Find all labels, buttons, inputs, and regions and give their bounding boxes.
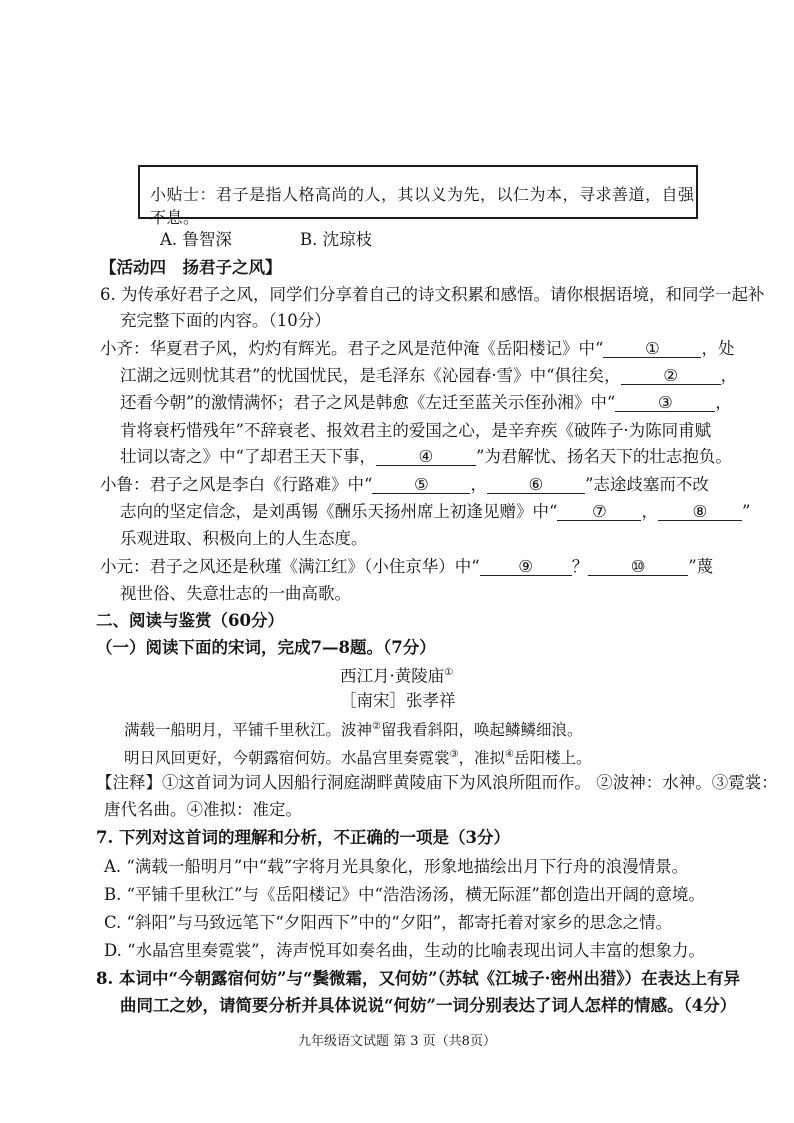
- section-heading: 二、阅读与鉴赏（60分）: [96, 611, 284, 630]
- q7-option-b[interactable]: B. “平铺千里秋江”与《岳阳楼记》中“浩浩汤汤，横无际涯”都创造出开阔的意境。: [104, 885, 705, 904]
- blank-6[interactable]: ⑥: [487, 475, 585, 494]
- blank-4[interactable]: ④: [376, 447, 476, 466]
- blank-5[interactable]: ⑤: [372, 475, 470, 494]
- xq-line5: 壮词以寄之》中“了却君王天下事， ④ ”为君解忧、扬名天下的壮志抱负。: [120, 447, 732, 466]
- activity-heading: 【活动四 扬君子之风】: [100, 258, 282, 277]
- poem-author: ［南宋］张孝祥: [340, 691, 456, 710]
- blank-1[interactable]: ①: [603, 339, 701, 358]
- tip-box: [138, 165, 698, 227]
- blank-2[interactable]: ②: [621, 366, 721, 385]
- q8-line1: 8. 本词中“今朝露宿何妨”与“鬓微霜，又何妨”（苏轼《江城子·密州出猎》）在表达上有异: [96, 969, 741, 988]
- q7-option-d[interactable]: D. “水晶宫里奏霓裳”，涛声悦耳如奏名曲，生动的比喻表现出词人丰富的想象力。: [104, 941, 706, 960]
- note-line1: 【注释】①这首词为词人因船行洞庭湖畔黄陵庙下为风浪所阻而作。 ②波神：水神。③霓裳：: [96, 773, 778, 792]
- xq-line2: 江湖之远则忧其君”的忧国忧民，是毛泽东《沁园春·雪》中“俱往矣， ② ，: [120, 366, 738, 385]
- q6-line2: 充完整下面的内容。（10分）: [120, 311, 331, 330]
- option-a: A. 鲁智深: [160, 230, 232, 249]
- xq-line1: 小齐：华夏君子风，灼灼有辉光。君子之风是范仲淹《岳阳楼记》中“ ① ，处: [100, 339, 735, 358]
- poem-line2: 明日风回更好，今朝露宿何妨。水晶宫里奏霓裳③，准拟④岳阳楼上。: [124, 749, 592, 768]
- xl-line1: 小鲁：君子之风是李白《行路难》中“ ⑤ ， ⑥ ”志途歧塞而不改: [100, 475, 709, 494]
- blank-10[interactable]: ⑩: [588, 557, 688, 576]
- xq-line3: 还看今朝”的激情满怀；君子之风是韩愈《左迁至蓝关示侄孙湘》中“ ③ ，: [120, 393, 732, 412]
- poem-line1: 满载一船明月，平铺千里秋江。波神②留我看斜阳，唤起鳞鳞细浪。: [124, 721, 583, 740]
- option-b: B. 沈琼枝: [300, 230, 373, 249]
- blank-8[interactable]: ⑧: [658, 502, 742, 521]
- xl-line3: 乐观进取、积极向上的人生态度。: [120, 529, 368, 548]
- blank-3[interactable]: ③: [615, 393, 715, 412]
- q7-option-a[interactable]: A. “满载一船明月”中“载”字将月光具象化，形象地描绘出月下行舟的浪漫情景。: [104, 857, 689, 876]
- q8-line2: 曲同工之妙，请简要分析并具体说说“何妨”一词分别表达了词人怎样的情感。（4分）: [120, 996, 737, 1015]
- blank-9[interactable]: ⑨: [480, 557, 572, 576]
- q6-line1: 6. 为传承好君子之风，同学们分享着自己的诗文积累和感悟。请你根据语境，和同学一起补: [100, 285, 765, 304]
- poem-title: 西江月·黄陵庙①: [340, 666, 454, 686]
- xl-line2: 志向的坚定信念，是刘禹锡《酬乐天扬州席上初逢见赠》中“ ⑦ ， ⑧ ”: [120, 502, 751, 521]
- xy-line2: 视世俗、失意壮志的一曲高歌。: [120, 584, 351, 603]
- q7-stem: 7. 下列对这首词的理解和分析，不正确的一项是（3分）: [96, 828, 510, 847]
- note-line2: 唐代名曲。④准拟：准定。: [104, 800, 302, 819]
- tip-text: 小贴士：君子是指人格高尚的人，其以义为先，以仁为本，寻求善道，自强不息。: [150, 185, 695, 227]
- part-heading: （一）阅读下面的宋词，完成7—8题。（7分）: [96, 638, 436, 657]
- xy-line1: 小元：君子之风还是秋瑾《满江红》（小住京华）中“ ⑨ ？ ⑩ ”蔑: [100, 557, 714, 576]
- page-footer: 九年级语文试题 第 3 页（共8页）: [298, 1034, 496, 1049]
- q7-option-c[interactable]: C. “斜阳”与马致远笔下“夕阳西下”中的“夕阳”，都寄托着对家乡的思念之情。: [104, 913, 673, 932]
- xq-line4: 肯将衰朽惜残年”不辞衰老、报效君主的爱国之心，是辛弃疾《破阵子·为陈同甫赋: [120, 421, 712, 440]
- blank-7[interactable]: ⑦: [557, 502, 641, 521]
